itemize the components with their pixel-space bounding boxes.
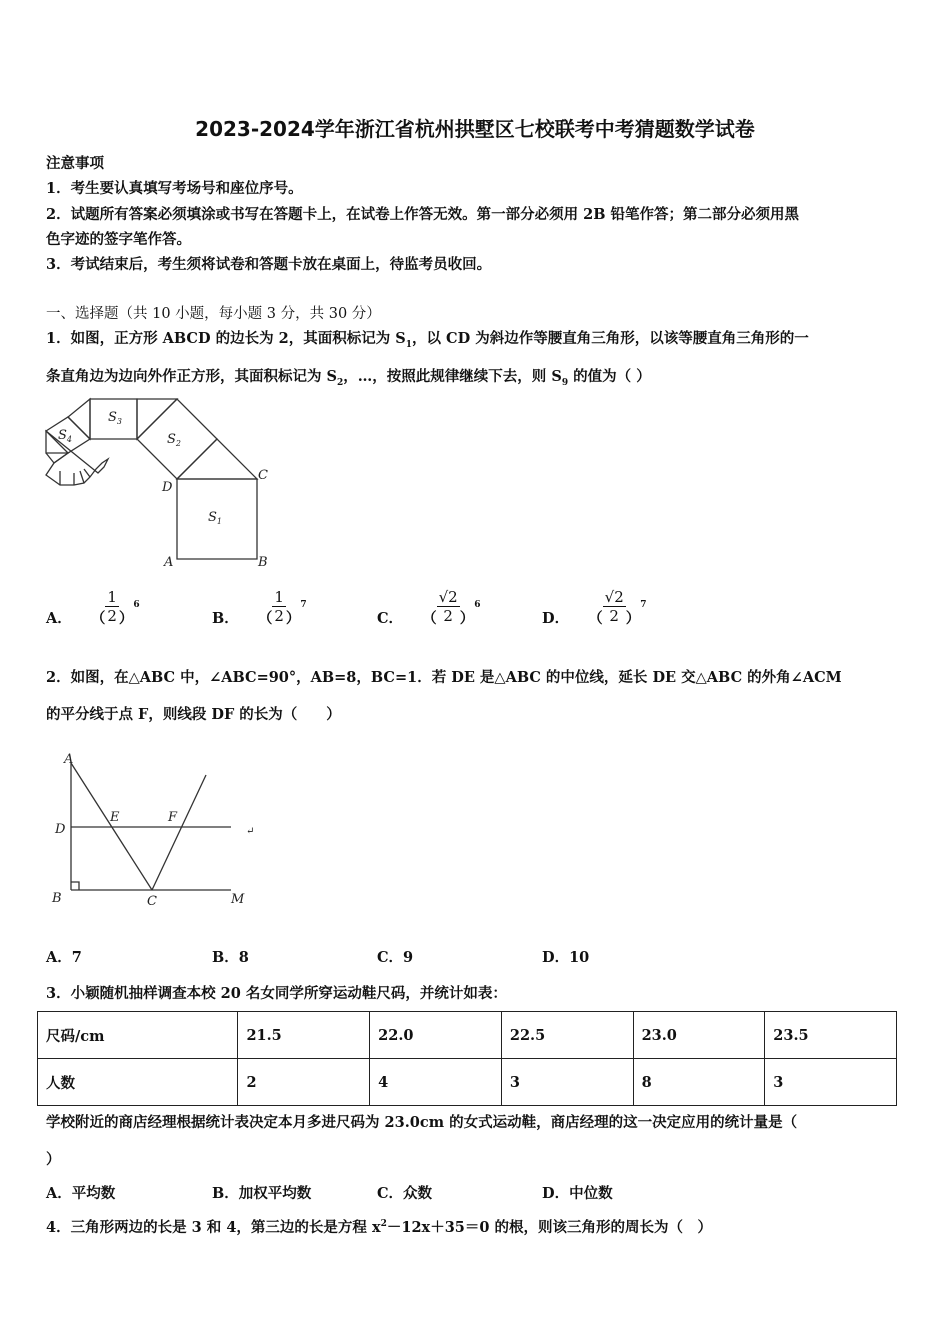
q1-option-b[interactable]: B． （ $\frac{1}{2}$ ）$^7$	[212, 588, 307, 627]
shoe-size-table	[37, 1011, 897, 1106]
table-row	[38, 1012, 897, 1059]
label-m: M	[231, 892, 245, 907]
label-d: D	[162, 480, 173, 495]
q3-option-a[interactable]: A．平均数	[46, 1185, 116, 1202]
table-cell: 23.0	[633, 1012, 765, 1059]
table-cell: 2	[238, 1059, 370, 1106]
notice-item-3: 3．考试结束后，考生须将试卷和答题卡放在桌面上，待监考员收回。	[46, 256, 492, 273]
q1-text-line2: 条直角边为边向外作正方形，其面积标记为 $S_2$，…，按照此规律继续下去，则 $S_9$ 的值为（ ）	[46, 368, 651, 388]
label-b: B	[52, 891, 62, 906]
q1-option-c[interactable]: C． （ $\frac{√2}{2}$ ）$^6$	[377, 588, 481, 627]
label-b: B	[258, 555, 268, 570]
q3-text-line1: 3．小颖随机抽样调查本校 20 名女同学所穿运动鞋尺码，并统计如表：	[46, 985, 507, 1002]
q3-text-line3: ）	[46, 1151, 61, 1168]
q4-text: 4．三角形两边的长是 3 和 4，第三边的长是方程 $x^2-12x+35=0$ 的根，则该三角形的周长为（ ）	[46, 1219, 713, 1236]
table-cell: 尺码/cm	[38, 1012, 238, 1059]
notice-item-2-cont: 色字迹的签字笔作答。	[46, 231, 191, 248]
q2-option-a[interactable]: A．7	[46, 949, 82, 966]
triangle-3	[68, 399, 90, 439]
q2-option-c[interactable]: C．9	[377, 949, 414, 966]
triangle-1	[177, 439, 257, 479]
table-cell: 23.5	[765, 1012, 897, 1059]
label-a: A	[64, 752, 74, 767]
q3-option-b[interactable]: B．加权平均数	[212, 1185, 312, 1202]
q3-option-c[interactable]: C．众数	[377, 1185, 433, 1202]
label-d: D	[55, 822, 66, 837]
notice-item-2: 2．试题所有答案必须填涂或书写在答题卡上，在试卷上作答无效。第一部分必须用 2B 铅笔作答；第二部分必须用黑	[46, 206, 800, 223]
right-angle-mark	[71, 882, 79, 890]
q2-option-d[interactable]: D．10	[542, 949, 590, 966]
label-s1: $S_1$	[208, 510, 222, 526]
label-s2: $S_2$	[167, 432, 181, 448]
label-s3: $S_3$	[108, 410, 122, 426]
table-cell: 21.5	[238, 1012, 370, 1059]
table-cell: 人数	[38, 1059, 238, 1106]
label-c: C	[147, 894, 157, 909]
q2-text-line1: 2．如图，在△ABC 中，∠ABC=90°，AB=8，BC=1．若 DE 是△ABC 的中位线，延长 DE 交△ABC 的外角∠ACM	[46, 669, 842, 686]
q1-option-d[interactable]: D． （ $\frac{√2}{2}$ ）$^7$	[542, 588, 647, 627]
label-s4: $S_4$	[58, 428, 72, 444]
page-title: 2023-2024学年浙江省杭州拱墅区七校联考中考猜题数学试卷	[195, 117, 755, 141]
section-heading: 一、选择题（共 10 小题，每小题 3 分，共 30 分）	[46, 306, 381, 322]
label-c: C	[258, 468, 268, 483]
q2-figure	[46, 745, 271, 915]
q3-option-d[interactable]: D．中位数	[542, 1185, 613, 1202]
notice-item-1: 1．考生要认真填写考场号和座位序号。	[46, 180, 303, 197]
return-mark: ↵	[246, 826, 255, 837]
q3-text-line2: 学校附近的商店经理根据统计表决定本月多进尺码为 23.0cm 的女式运动鞋，商店经理的这一决定应用的统计量是（	[46, 1114, 798, 1131]
table-cell: 8	[633, 1059, 765, 1106]
q1-text-line1: 1．如图，正方形 ABCD 的边长为 2，其面积标记为 $S_1$，以 CD 为斜边作等腰直角三角形，以该等腰直角三角形的一	[46, 330, 809, 350]
table-cell: 22.5	[501, 1012, 633, 1059]
table-cell: 3	[501, 1059, 633, 1106]
table-cell: 3	[765, 1059, 897, 1106]
bisector-cf	[152, 775, 206, 890]
label-e: E	[110, 810, 120, 825]
table-row	[38, 1059, 897, 1106]
table-cell: 4	[370, 1059, 502, 1106]
q2-option-b[interactable]: B．8	[212, 949, 249, 966]
q1-figure	[40, 393, 280, 573]
label-f: F	[168, 810, 178, 825]
label-a: A	[164, 555, 174, 570]
q2-text-line2: 的平分线于点 F，则线段 DF 的长为（ ）	[46, 706, 341, 723]
notice-heading: 注意事项	[46, 155, 104, 172]
q1-option-a[interactable]: A． （ $\frac{1}{2}$ ）$^6$	[46, 588, 140, 627]
table-cell: 22.0	[370, 1012, 502, 1059]
